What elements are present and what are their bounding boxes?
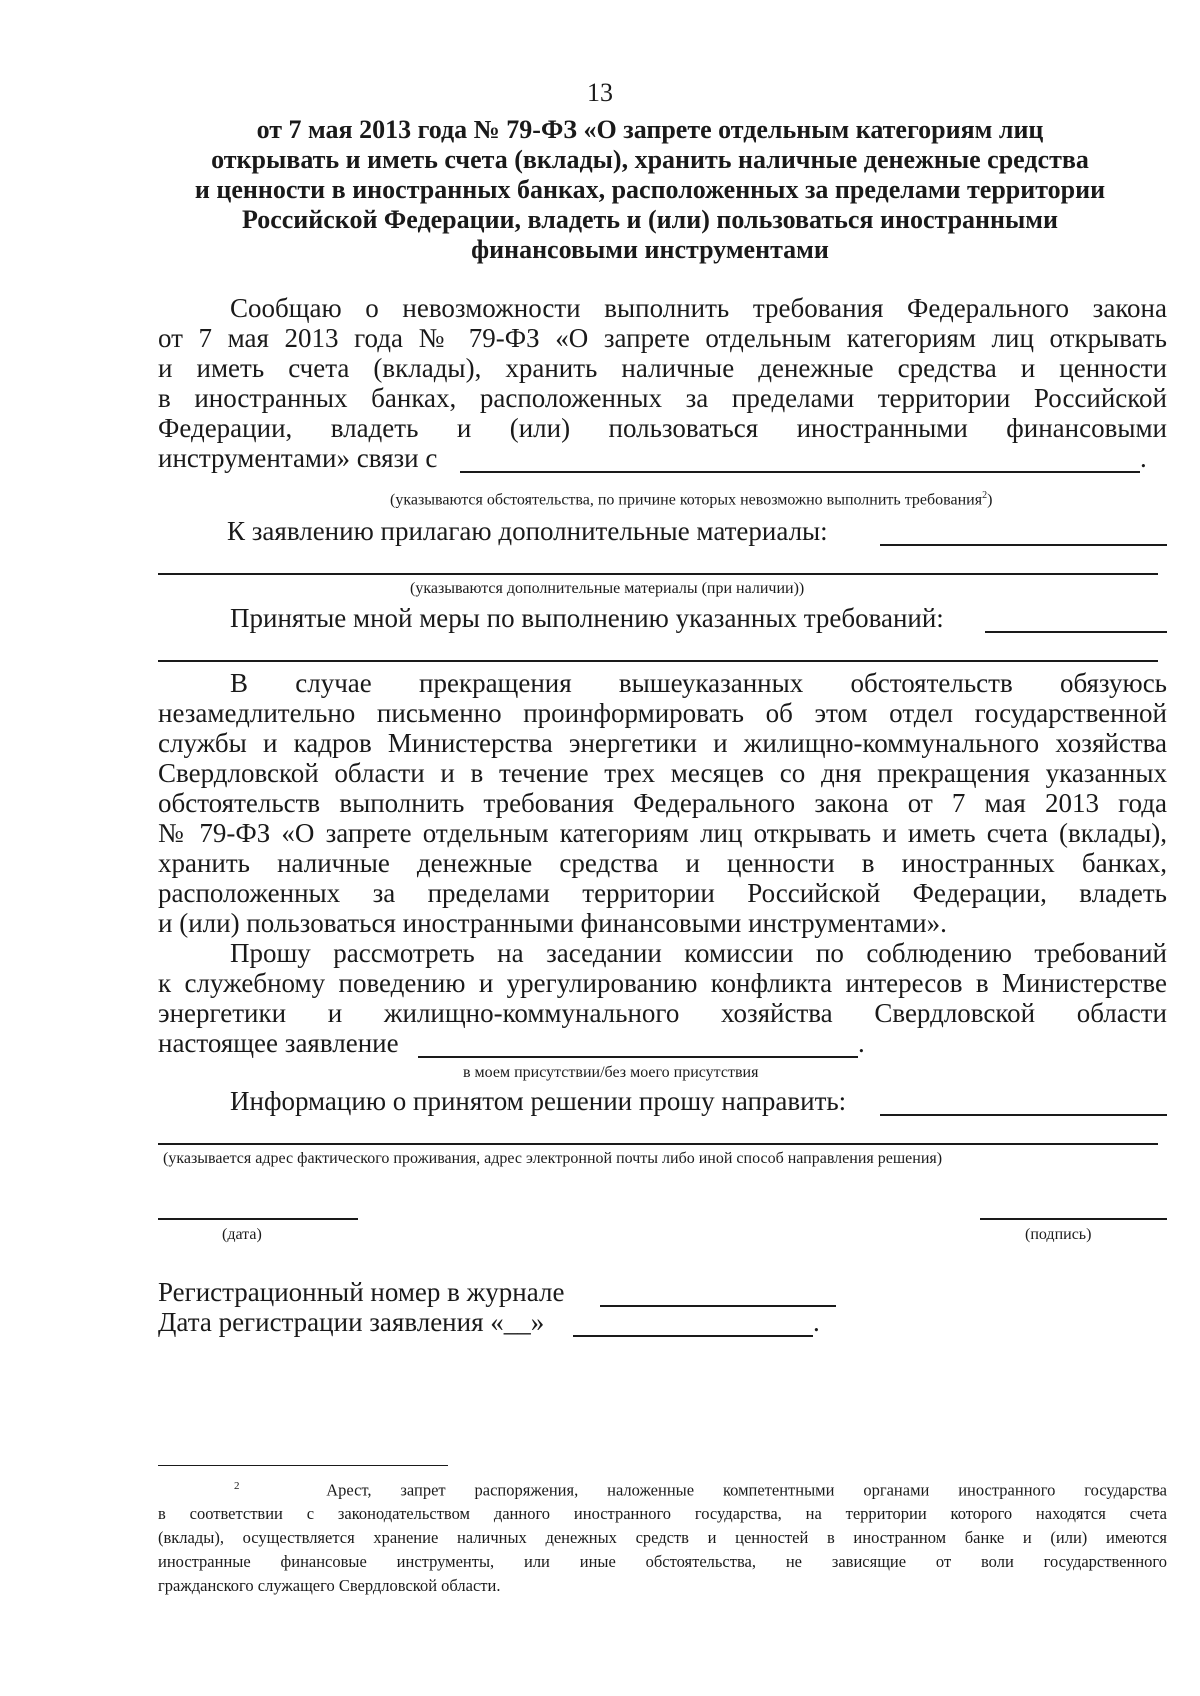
info-label: Информацию о принятом решении прошу направить: xyxy=(230,1086,847,1116)
attach-field[interactable] xyxy=(880,544,1167,546)
para2-last-line: и (или) пользоваться иностранными финансовыми инструментами». xyxy=(158,908,947,938)
para2-line-7: хранить наличные денежные средства и ценности в иностранных банках, xyxy=(158,848,1167,878)
circumstances-field[interactable] xyxy=(460,471,1140,473)
footnote-mark: 2 xyxy=(234,1480,240,1492)
para2-line-1: В случае прекращения вышеуказанных обстоятельств обязуюсь xyxy=(230,668,1167,698)
info-field-continued[interactable] xyxy=(158,1143,1158,1145)
info-field[interactable] xyxy=(880,1114,1167,1116)
para2-line-4: Свердловской области и в течение трех месяцев со дня прекращения указанных xyxy=(158,758,1167,788)
para1-line-2: от 7 мая 2013 года № 79-ФЗ «О запрете отдельным категориям лиц открывать xyxy=(158,323,1167,353)
title-line-1: от 7 мая 2013 года № 79-ФЗ «О запрете отдельным категориям лиц xyxy=(256,115,1044,144)
page-number: 13 xyxy=(587,78,613,107)
para2-line-2: незамедлительно письменно проинформировать об этом отдел государственной xyxy=(158,698,1167,728)
hint-presence: в моем присутствии/без моего присутствия xyxy=(463,1064,759,1081)
period: . xyxy=(1140,443,1147,473)
footnote-separator xyxy=(158,1465,448,1466)
para2-line-6: № 79-ФЗ «О запрете отдельным категориям лиц открывать и иметь счета (вклады), xyxy=(158,818,1167,848)
para1-line-5: Федерации, владеть и (или) пользоваться иностранными финансовыми xyxy=(158,413,1167,443)
presence-field[interactable] xyxy=(418,1056,858,1058)
para3-last-line: настоящее заявление xyxy=(158,1028,399,1058)
para1-line-3: и иметь счета (вклады), хранить наличные денежные средства и ценности xyxy=(158,353,1167,383)
para3-line-3: энергетики и жилищно-коммунального хозяйства Свердловской области xyxy=(158,998,1167,1028)
footnote-line-3: (вклады), осуществляется хранение наличных денежных средств и ценностей в иностранном банке и (или) имеются xyxy=(158,1528,1167,1547)
title-line-3: и ценности в иностранных банках, расположенных за пределами территории xyxy=(194,175,1106,204)
date-field[interactable] xyxy=(158,1218,358,1220)
reg-date-field[interactable] xyxy=(573,1335,813,1337)
title-line-5: финансовыми инструментами xyxy=(471,235,829,264)
hint-attach: (указываются дополнительные материалы (при наличии)) xyxy=(410,580,805,597)
footnote-line-2: в соответствии с законодательством данного иностранного государства, на территории которого находятся счета xyxy=(158,1504,1167,1523)
attach-label: К заявлению прилагаю дополнительные материалы: xyxy=(227,516,828,546)
period: . xyxy=(813,1307,820,1337)
title-line-4: Российской Федерации, владеть и (или) пользоваться иностранными xyxy=(241,205,1059,234)
signature-label: (подпись) xyxy=(1025,1226,1092,1243)
title-line-2: открывать и иметь счета (вклады), хранить наличные денежные средства xyxy=(211,145,1089,174)
attach-field-continued[interactable] xyxy=(158,573,1158,575)
para2-line-3: службы и кадров Министерства энергетики и жилищно-коммунального хозяйства xyxy=(158,728,1167,758)
para1-line-1: Сообщаю о невозможности выполнить требования Федерального закона xyxy=(230,293,1167,323)
period: . xyxy=(858,1028,865,1058)
hint-address: (указывается адрес фактического проживания, адрес электронной почты либо иной способ направления решения) xyxy=(163,1150,943,1167)
footnote-last-line: гражданского служащего Свердловской области. xyxy=(158,1576,501,1595)
para1-line-4: в иностранных банках, расположенных за пределами территории Российской xyxy=(158,383,1167,413)
signature-field[interactable] xyxy=(980,1218,1167,1220)
para1-last-line: инструментами» связи с xyxy=(158,443,438,473)
measures-field[interactable] xyxy=(985,631,1167,633)
hint-circumstances: (указываются обстоятельства, по причине которых невозможно выполнить требования$^2$) xyxy=(390,490,993,509)
reg-number-field[interactable] xyxy=(600,1305,836,1307)
para2-line-5: обстоятельств выполнить требования Федерального закона от 7 мая 2013 года xyxy=(158,788,1167,818)
measures-field-continued[interactable] xyxy=(158,660,1158,662)
reg-date-label: Дата регистрации заявления «__» xyxy=(158,1307,545,1337)
reg-number-label: Регистрационный номер в журнале xyxy=(158,1277,565,1307)
para2-line-8: расположенных за пределами территории Российской Федерации, владеть xyxy=(158,878,1167,908)
footnote-line-1: $^2$ Арест, запрет распоряжения, наложенные компетентными органами иностранного государства xyxy=(234,1480,1168,1500)
para3-line-2: к служебному поведению и урегулированию конфликта интересов в Министерстве xyxy=(158,968,1167,998)
para3-line-1: Прошу рассмотреть на заседании комиссии по соблюдению требований xyxy=(230,938,1167,968)
measures-label: Принятые мной меры по выполнению указанных требований: xyxy=(230,603,944,633)
date-label: (дата) xyxy=(222,1226,262,1243)
footnote-line-4: иностранные финансовые инструменты, или иные обстоятельства, не зависящие от воли государственного xyxy=(158,1552,1167,1571)
